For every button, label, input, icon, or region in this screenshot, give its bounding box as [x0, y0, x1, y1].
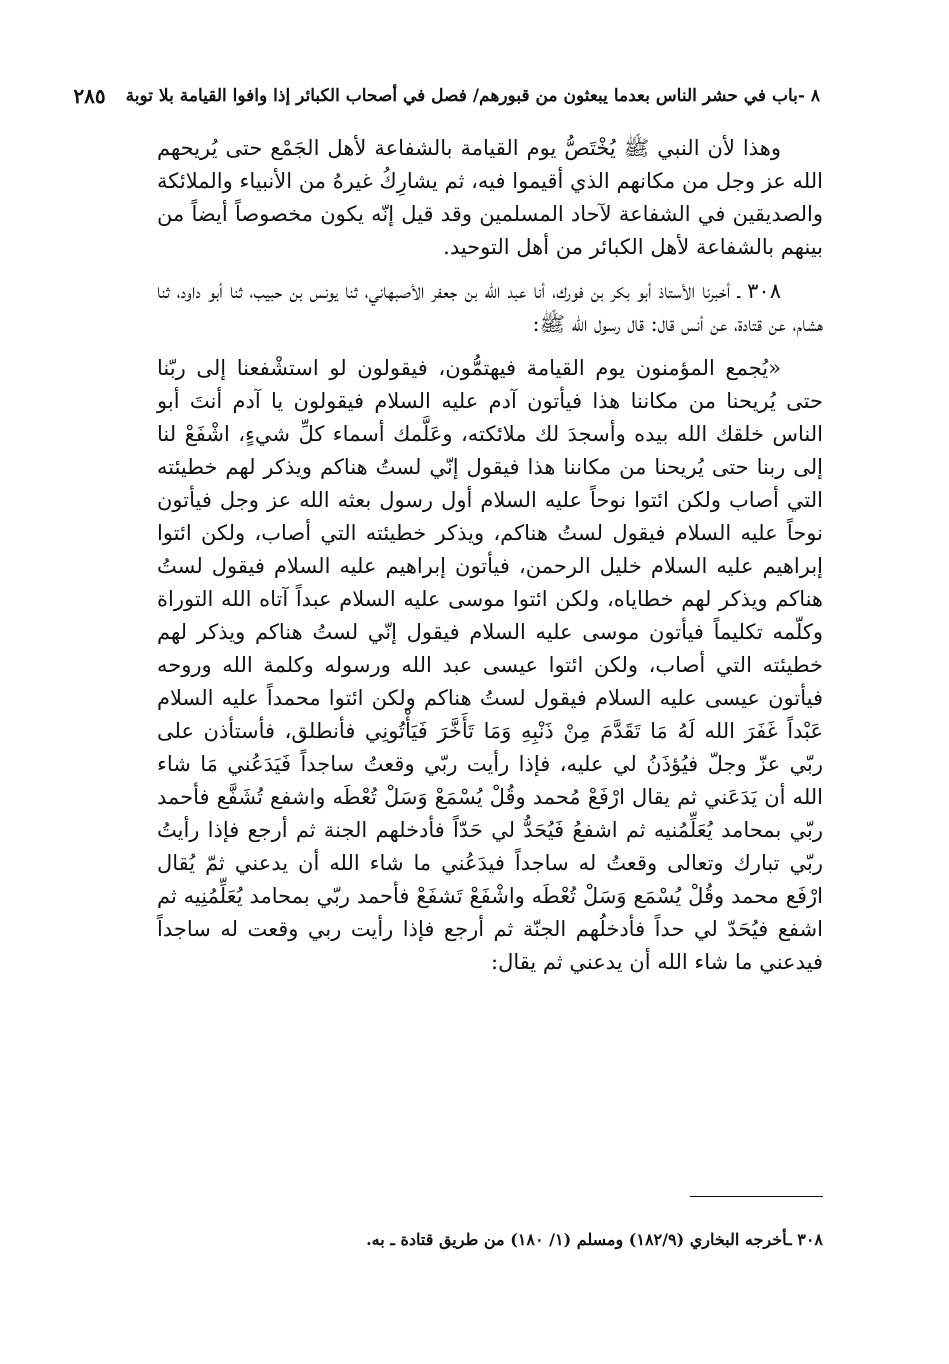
hadith-text-paragraph: «يُجمع المؤمنون يوم القيامة فيهتمُّون، فيقولون لو استشْفعنا إلى ربّنا حتى يُريحنا من مكاننا هذا فيأتون آدم عليه السلام فيقولون يا آدم أنتَ أبو الناس خلقك الله بيده وأسجدَ لك ملائكته، وعَلَّمك أسماء كلِّ شيءٍ، اشْفَعْ لنا إلى ربنا حتى يُريحنا من مكاننا هذا فيقول إنّي لستُ هناكم ويذكر لهم خطيئته التي أصاب ولكن ائتوا نوحاً عليه السلام أول رسول بعثه الله عز وجل فيأتون نوحاً عليه السلام فيقول لستُ هناكم، ويذكر خطيئته التي أصاب، ولكن ائتوا إبراهيم عليه السلام خليل الرحمن، فيأتون إبراهيم عليه السلام فيقول لستُ هناكم ويذكر لهم خطاياه، ولكن ائتوا موسى عليه السلام عبداً آتاه الله التوراة وكلّمه تكليماً فيأتون موسى عليه السلام فيقول إنّي لستُ هناكم ويذكر لهم خطيئته التي أصاب، ولكن ائتوا عيسى عبد الله ورسوله وكلمة الله وروحه فيأتون عيسى عليه السلام فيقول لستُ هناكم ولكن ائتوا محمداً عليه السلام عَبْداً غَفَرَ الله لَهُ مَا تَقَدَّمَ مِنْ ذَنْبِهِ وَمَا تَأَخَّرَ فَيَأْتُونِي فأنطلق، فأستأذن على ربّي عزّ وجلّ فيُؤذَنُ لي عليه، فإذا رأيت ربّي وقعتُ ساجداً فَيَدَعُني مَا شاء الله أن يَدَعَني ثم يقال ارْفَعْ مُحمد وقُلْ يُسْمَعْ وَسَلْ تُعْطَه واشفع تُشَفَّع فأحمد ربّي بمحامد يُعَلِّمُنيه ثم اشفعُ فَيُحَدُّ لي حَدّاً فأدخلهم الجنة ثم أرجع فإذا رأيتُ ربّي تبارك وتعالى وقعتُ له ساجداً فيدَعُني ما شاء الله أن يدعني ثمّ يُقال ارْفَع محمد وقُلْ يُسْمَع وَسَلْ تُعْطَه واشْفَعْ تَشفَعْ فأحمد ربّي بمحامد يُعَلِّمُنِيه ثم اشفع فيُحَدّ لي حداً فأدخلُهم الجنّة ثم أرجع فإذا رأيت ربي وقعت له ساجداً فيدعني ما شاء الله أن يدعني ثم يقال: [157, 356, 823, 974]
page-number: ٢٨٥ [73, 84, 106, 108]
running-header [73, 80, 820, 112]
footnote-rule [690, 1196, 823, 1197]
intro-paragraph: وهذا لأن النبي ﷺ يُخْتَصُّ يوم القيامة بالشفاعة لأهل الجَمْع حتى يُريحهم الله عز وجل من مكانهم الذي أقيموا فيه، ثم يشارِكُ غيرهُ من الأنبياء والملائكة والصديقين في الشفاعة لآحاد المسلمين وقد قيل إنّه يكون مخصوصاً أيضاً من بينهم بالشفاعة لأهل الكبائر من أهل التوحيد. [157, 136, 823, 259]
main-text [157, 132, 823, 990]
hadith-isnad-paragraph: ٣٠٨ ـ أخبرنا الأستاذ أبو بكر بن فورك، أنا عبد الله بن جعفر الأصبهاني، ثنا يونس بن حبيب، ثنا أبو داود، ثنا هشام، عن قتادة، عن أنس قال: قال رسول الله ﷺ: [157, 279, 823, 336]
chapter-title: ٨ -باب في حشر الناس بعدما يبعثون من قبورهم/ فصل في أصحاب الكبائر إذا وافوا القيامة بلا توبة [125, 86, 820, 106]
footnote: ٣٠٨ ـأخرجه البخاري (١٨٢/٩) ومسلم (١/ ١٨٠) من طريق قتادة ـ به. [366, 1230, 823, 1249]
